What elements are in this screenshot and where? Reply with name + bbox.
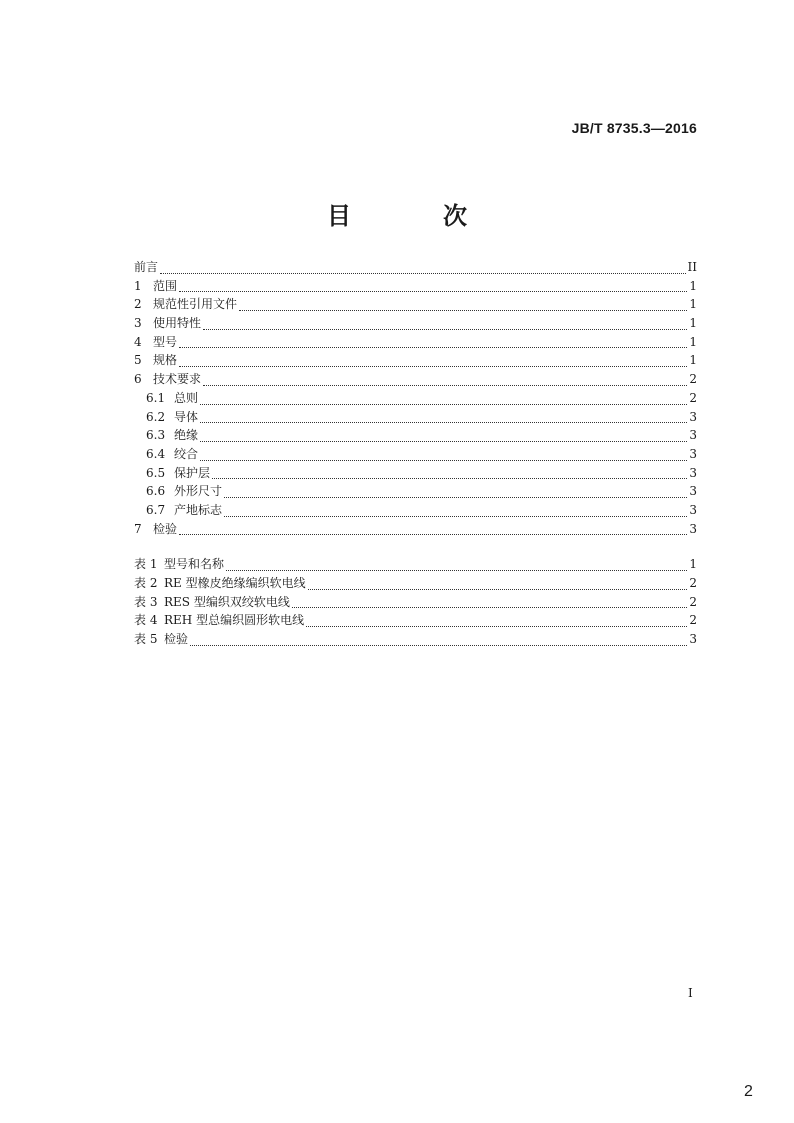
toc-label: 外形尺寸 <box>174 484 223 499</box>
roman-page-number: I <box>688 986 693 1000</box>
toc-number: 6.5 <box>146 465 166 480</box>
toc-page: 3 <box>689 502 697 517</box>
toc-number: 6.4 <box>146 446 166 461</box>
toc-number: 6.1 <box>146 390 166 405</box>
table-list-entry[interactable] <box>134 630 697 649</box>
table-number: 表 1 <box>134 557 158 572</box>
toc-label: 前言 <box>134 260 159 274</box>
toc-number: 5 <box>134 353 142 368</box>
toc-label: 检验 <box>153 521 178 536</box>
table-label: 型号和名称 <box>164 557 225 572</box>
toc-subentry[interactable] <box>134 389 697 408</box>
toc-entry[interactable] <box>134 295 697 314</box>
toc-number: 7 <box>134 521 142 536</box>
dot-leader <box>200 404 687 405</box>
toc-subentry[interactable] <box>134 426 697 445</box>
table-of-contents <box>134 258 697 649</box>
table-number: 表 2 <box>134 576 158 590</box>
toc-entry[interactable] <box>134 314 697 333</box>
dot-leader <box>239 310 687 311</box>
toc-entry[interactable] <box>134 370 697 389</box>
toc-page: 3 <box>689 446 697 461</box>
dot-leader <box>224 497 687 498</box>
toc-label: 导体 <box>174 409 199 424</box>
table-label: RE 型橡皮绝缘编织软电线 <box>164 576 306 590</box>
table-list-entry[interactable] <box>134 593 697 612</box>
table-number: 表 5 <box>134 632 158 647</box>
dot-leader <box>226 570 687 571</box>
dot-leader <box>190 645 687 646</box>
toc-entry[interactable] <box>134 351 697 370</box>
toc-entry-foreword[interactable] <box>134 258 697 277</box>
toc-entry[interactable] <box>134 333 697 352</box>
dot-leader <box>179 291 687 292</box>
toc-number: 4 <box>134 334 142 349</box>
toc-label: 产地标志 <box>174 502 223 517</box>
toc-subentry[interactable] <box>134 464 697 483</box>
table-page: 3 <box>689 632 697 647</box>
toc-subentry[interactable] <box>134 445 697 464</box>
toc-page: 2 <box>689 390 697 405</box>
toc-subentry[interactable] <box>134 482 697 501</box>
dot-leader <box>160 273 686 274</box>
toc-number: 6.6 <box>146 484 166 499</box>
dot-leader <box>200 422 687 423</box>
toc-page: II <box>687 260 697 274</box>
dot-leader <box>292 607 688 608</box>
sheet-number: 2 <box>744 1083 753 1100</box>
toc-label: 保护层 <box>174 465 211 480</box>
table-page: 2 <box>689 613 697 628</box>
dot-leader <box>224 516 687 517</box>
table-list-entry[interactable] <box>134 555 697 574</box>
table-label: REH 型总编织圆形软电线 <box>164 613 305 628</box>
toc-page: 1 <box>689 316 697 331</box>
toc-page: 3 <box>689 465 697 480</box>
toc-label: 技术要求 <box>153 372 202 387</box>
toc-label: 型号 <box>153 334 178 349</box>
toc-number: 3 <box>134 316 142 331</box>
dot-leader <box>179 534 687 535</box>
toc-number: 6.7 <box>146 502 166 517</box>
toc-entry[interactable] <box>134 520 697 539</box>
page-title: 目 次 <box>327 202 501 230</box>
table-page: 2 <box>689 576 697 590</box>
toc-number: 6 <box>134 372 142 387</box>
table-page: 1 <box>689 557 697 572</box>
dot-leader <box>308 589 688 590</box>
dot-leader <box>179 347 687 348</box>
table-number: 表 4 <box>134 613 158 628</box>
toc-label: 规格 <box>153 353 178 368</box>
toc-page: 3 <box>689 484 697 499</box>
dot-leader <box>200 441 687 442</box>
dot-leader <box>200 460 687 461</box>
dot-leader <box>212 478 687 479</box>
standard-code: JB/T 8735.3—2016 <box>571 120 697 136</box>
toc-page: 3 <box>689 428 697 443</box>
toc-label: 范围 <box>153 278 178 293</box>
toc-label: 绞合 <box>174 446 199 461</box>
toc-page: 1 <box>689 278 697 293</box>
toc-page: 1 <box>689 297 697 312</box>
table-list-entry[interactable] <box>134 611 697 630</box>
table-number: 表 3 <box>134 594 158 609</box>
toc-number: 2 <box>134 297 142 312</box>
toc-subentry[interactable] <box>134 408 697 427</box>
toc-page: 1 <box>689 334 697 349</box>
dot-leader <box>179 366 687 367</box>
toc-entry[interactable] <box>134 277 697 296</box>
dot-leader <box>203 329 687 330</box>
toc-subentry[interactable] <box>134 501 697 520</box>
toc-page: 2 <box>689 372 697 387</box>
toc-page: 1 <box>689 353 697 368</box>
section-spacer <box>134 538 697 555</box>
toc-number: 6.2 <box>146 409 166 424</box>
toc-label: 绝缘 <box>174 428 199 443</box>
table-page: 2 <box>689 594 697 609</box>
toc-number: 1 <box>134 278 142 293</box>
dot-leader <box>203 385 687 386</box>
toc-page: 3 <box>689 521 697 536</box>
toc-label: 规范性引用文件 <box>153 297 238 312</box>
toc-page: 3 <box>689 409 697 424</box>
dot-leader <box>306 626 687 627</box>
toc-number: 6.3 <box>146 428 166 443</box>
toc-label: 使用特性 <box>153 316 202 331</box>
table-label: 检验 <box>164 632 189 647</box>
toc-label: 总则 <box>174 390 199 405</box>
table-label: RES 型编织双绞软电线 <box>164 594 290 609</box>
table-list-entry[interactable] <box>134 574 697 593</box>
